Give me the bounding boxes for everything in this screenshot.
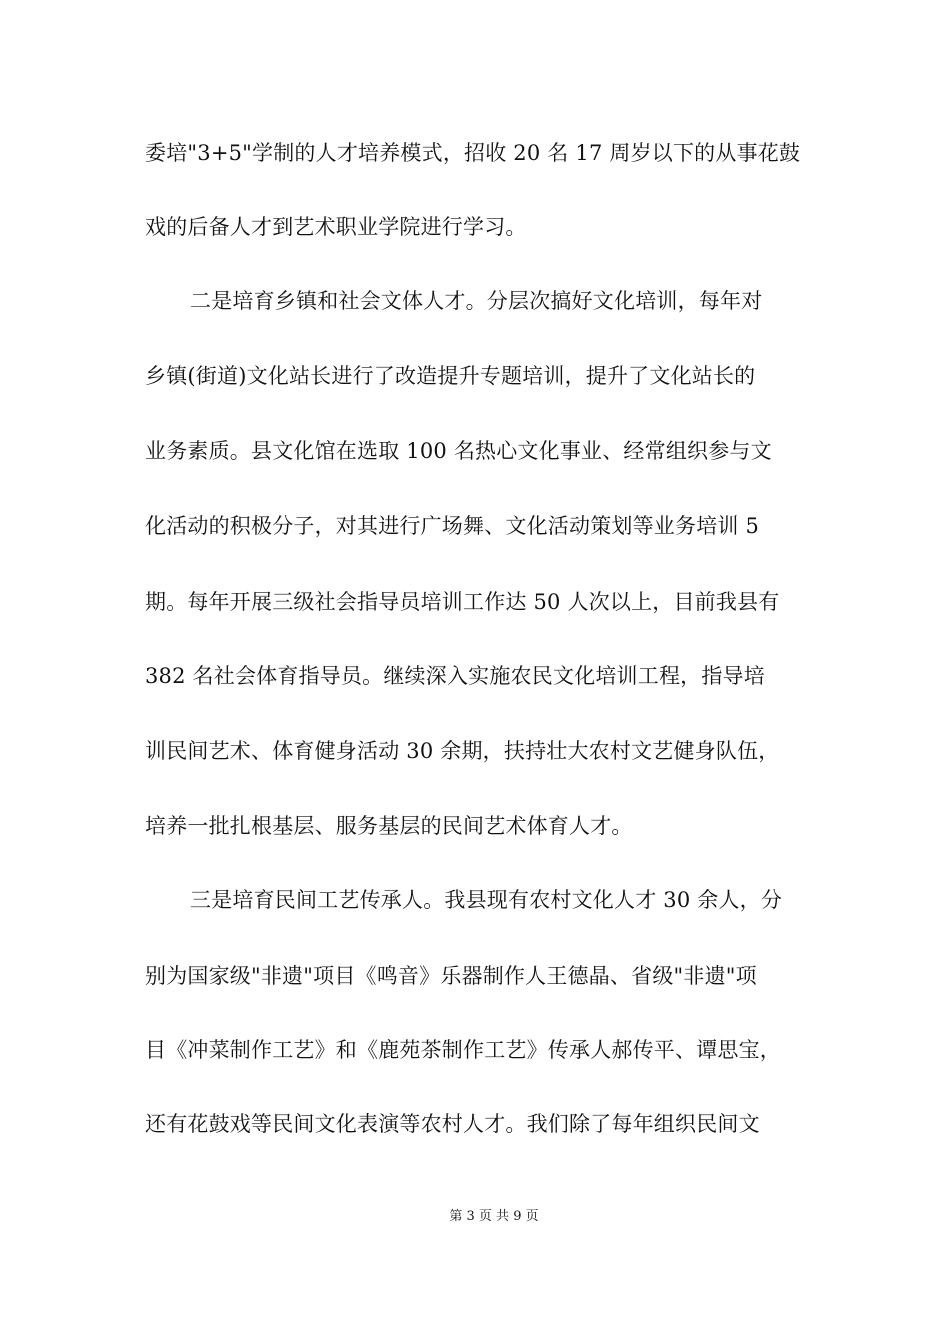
paragraph-line: 二是培育乡镇和社会文体人才。分层次搞好文化培训，每年对 xyxy=(190,289,763,313)
paragraph-line: 还有花鼓戏等民间文化表演等农村人才。我们除了每年组织民间文 xyxy=(145,1112,760,1136)
paragraph-line: 期。每年开展三级社会指导员培训工作达 50 人次以上，目前我县有 xyxy=(145,590,780,614)
paragraph-line: 别为国家级"非遗"项目《鸣音》乐器制作人王德晶、省级"非遗"项 xyxy=(145,964,757,988)
paragraph-line: 382 名社会体育指导员。继续深入实施农民文化培训工程，指导培 xyxy=(145,664,765,688)
paragraph-line: 培养一批扎根基层、服务基层的民间艺术体育人才。 xyxy=(145,814,633,838)
paragraph-line: 三是培育民间工艺传承人。我县现有农村文化人才 30 余人，分 xyxy=(190,888,783,912)
paragraph-line: 戏的后备人才到艺术职业学院进行学习。 xyxy=(145,215,527,239)
paragraph-line: 委培"3+5"学制的人才培养模式，招收 20 名 17 周岁以下的从事花鼓 xyxy=(145,141,801,165)
paragraph-line: 化活动的积极分子，对其进行广场舞、文化活动策划等业务培训 5 xyxy=(145,514,760,538)
page-number: 第 3 页 共 9 页 xyxy=(449,1209,539,1224)
paragraph-line: 训民间艺术、体育健身活动 30 余期，扶持壮大农村文艺健身队伍， xyxy=(145,739,780,763)
paragraph-line: 目《冲菜制作工艺》和《鹿苑茶制作工艺》传承人郝传平、谭思宝， xyxy=(145,1038,781,1062)
paragraph-line: 乡镇(街道)文化站长进行了改造提升专题培训，提升了文化站长的 xyxy=(145,364,756,388)
paragraph-line: 业务素质。县文化馆在选取 100 名热心文化事业、经常组织参与文 xyxy=(145,439,772,463)
